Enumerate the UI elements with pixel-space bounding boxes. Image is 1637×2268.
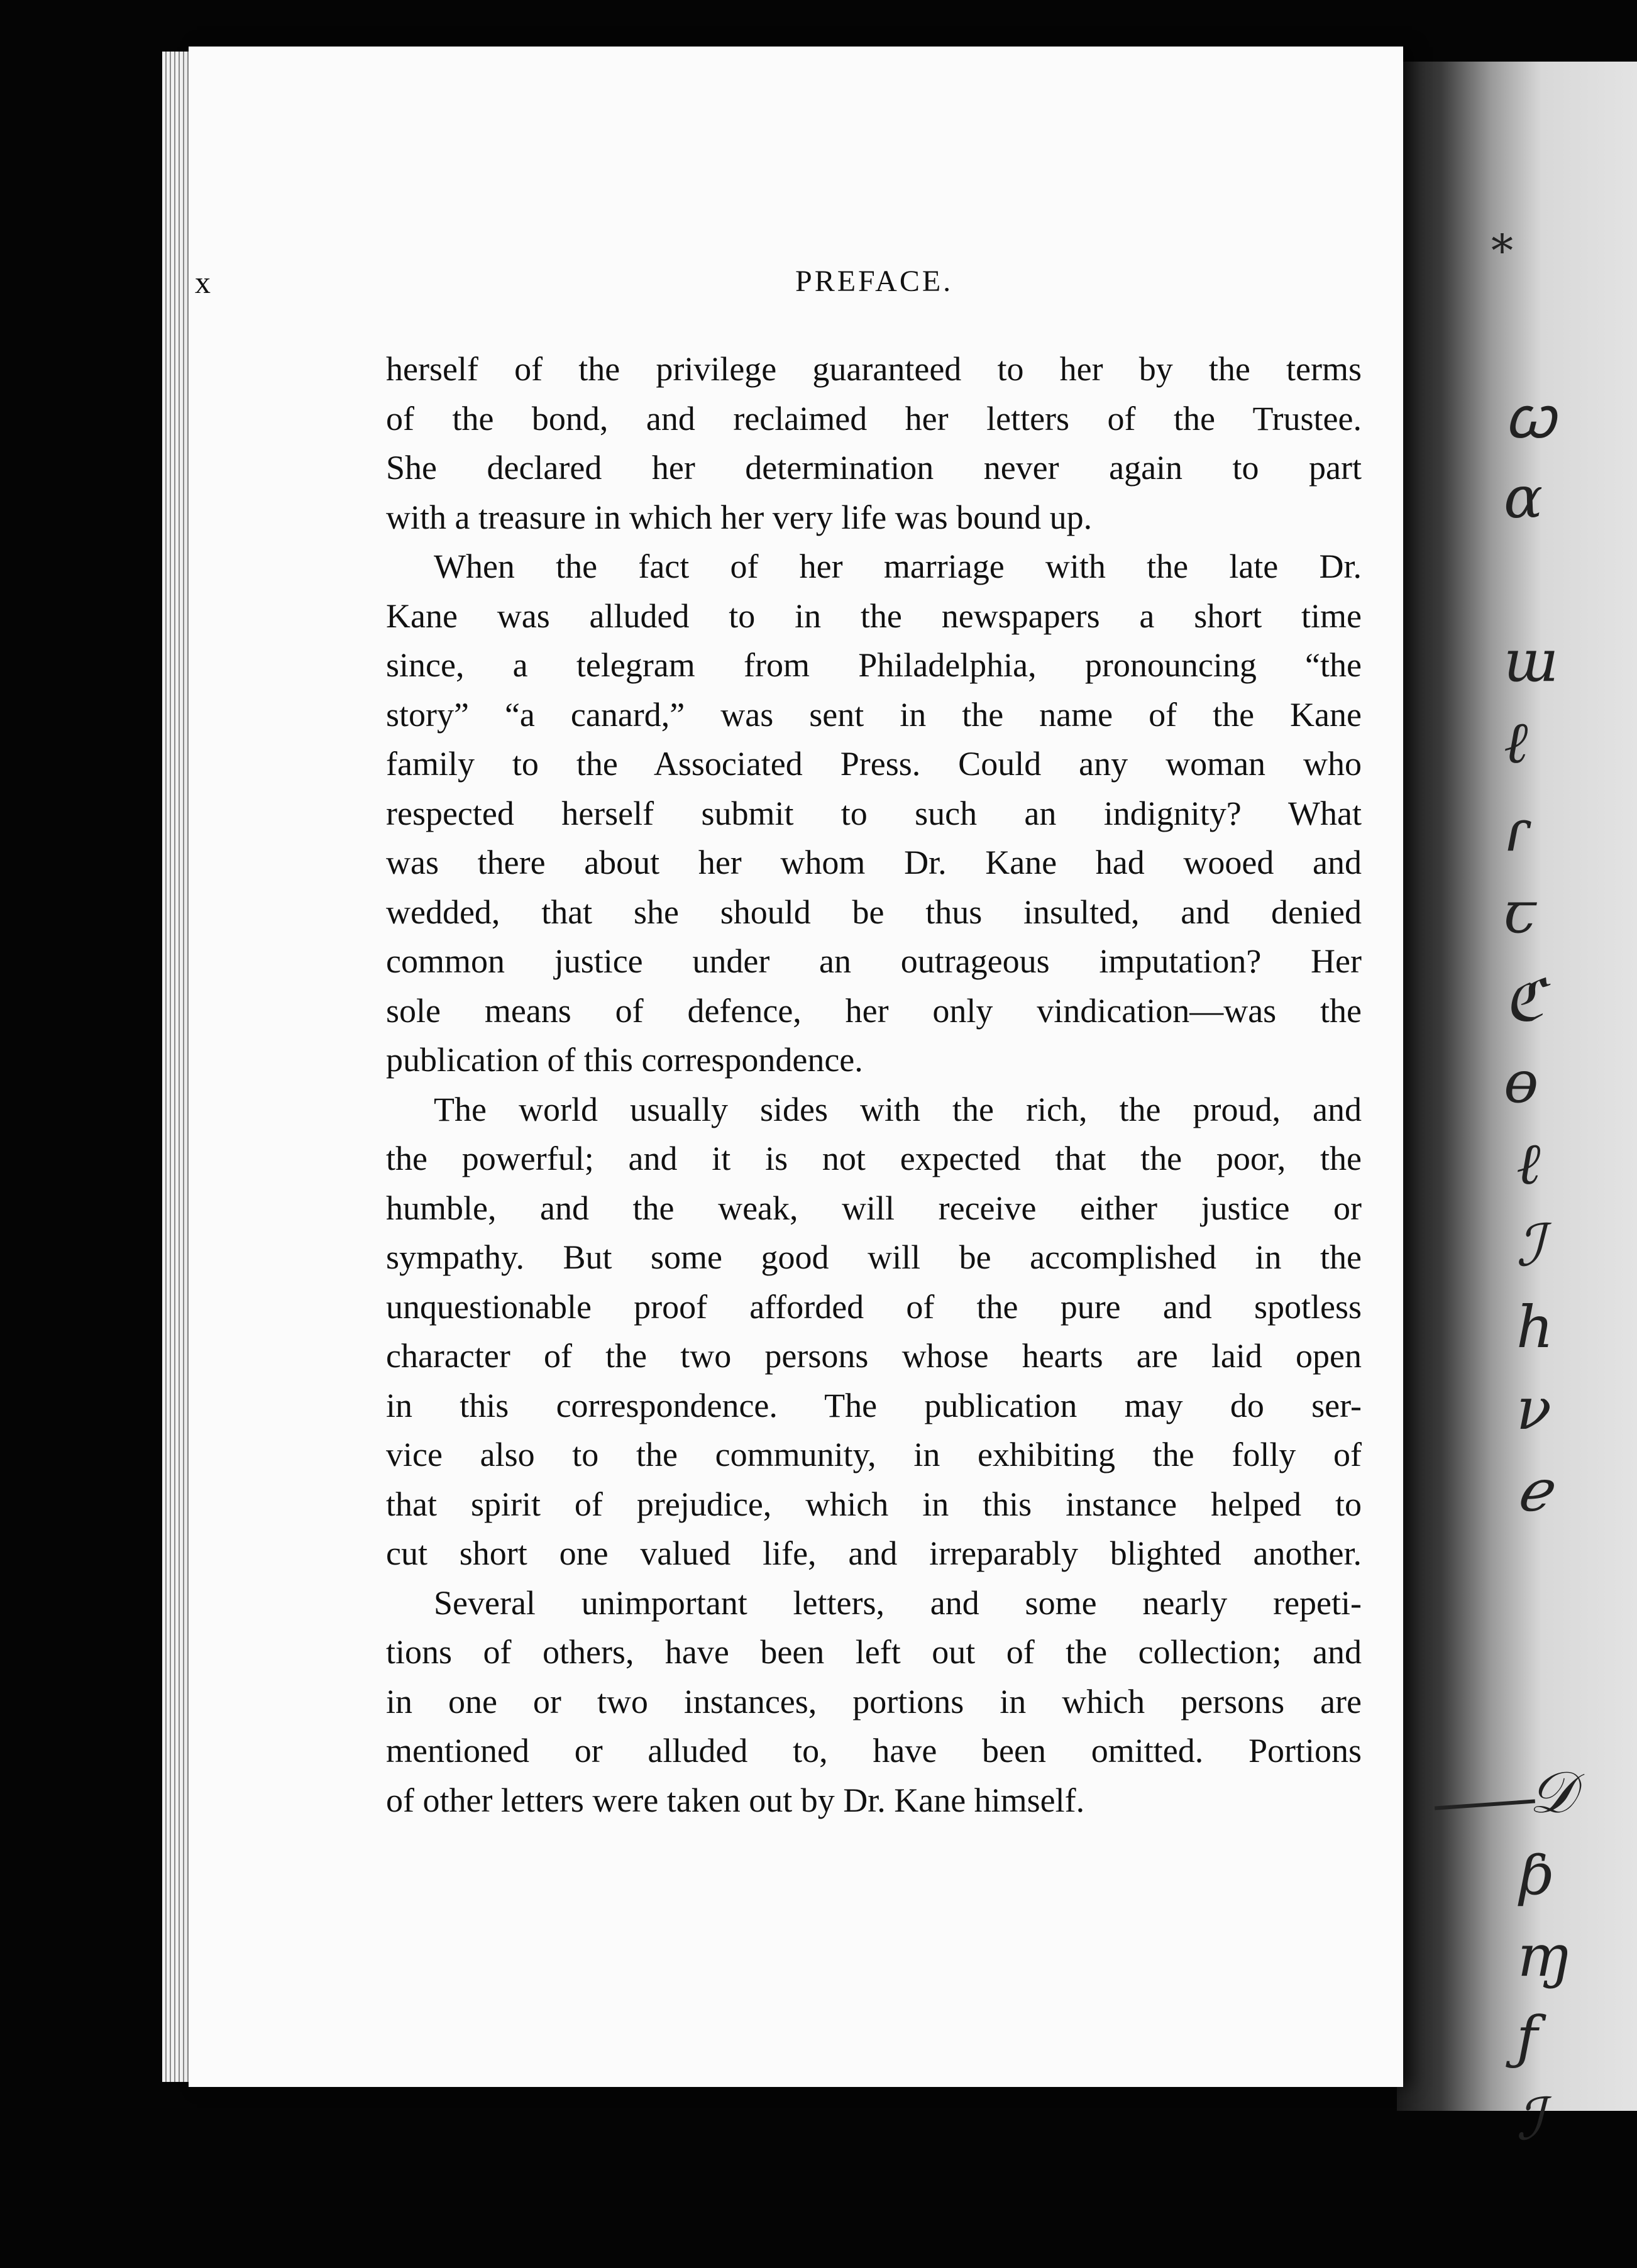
handwriting-mark: ꞇ bbox=[1504, 879, 1536, 946]
handwriting-mark: ƒ bbox=[1516, 2004, 1538, 2071]
handwriting-mark: ℎ bbox=[1516, 1294, 1554, 1361]
page-edge-stack bbox=[162, 52, 191, 2082]
handwriting-mark: ℭ bbox=[1504, 967, 1545, 1034]
handwriting-mark: ɵ bbox=[1504, 1049, 1539, 1116]
text-line: humble, and the weak, will receive either justice or bbox=[386, 1189, 1362, 1227]
preface-body-text bbox=[386, 344, 1362, 1825]
text-line: vice also to the community, in exhibiting the folly of bbox=[386, 1436, 1362, 1473]
handwriting-stroke bbox=[1435, 1799, 1535, 1810]
text-line: sympathy. But some good will be accomplished in the bbox=[386, 1238, 1362, 1276]
text-line: of the bond, and reclaimed her letters of the Trustee. bbox=[386, 399, 1362, 438]
handwriting-mark: ℐ bbox=[1516, 1212, 1544, 1279]
handwriting-mark: ℯ bbox=[1516, 1457, 1551, 1524]
text-line: in this correspondence. The publication may do ser- bbox=[386, 1386, 1362, 1424]
text-line: She declared her determination never again to part bbox=[386, 449, 1362, 487]
text-line: with a treasure in which her very life was bound up. bbox=[386, 498, 1093, 536]
running-head-title: PREFACE. bbox=[795, 265, 954, 298]
paragraph bbox=[386, 1578, 1362, 1825]
handwriting-mark: ꞷ bbox=[1504, 384, 1557, 451]
text-line: mentioned or alluded to, have been omitted. Portions bbox=[386, 1732, 1362, 1770]
text-line: tions of others, have been left out of the collection; and bbox=[386, 1633, 1362, 1671]
handwriting-mark: ƥ bbox=[1516, 1841, 1553, 1908]
handwriting-mark: ɾ bbox=[1504, 797, 1530, 864]
handwriting-mark: ɑ bbox=[1504, 464, 1543, 531]
handwriting-mark: ɯ bbox=[1504, 627, 1559, 695]
text-line: cut short one valued life, and irreparably blighted another. bbox=[386, 1534, 1362, 1572]
handwriting-mark: ℓ bbox=[1516, 1130, 1541, 1197]
text-line: was there about her whom Dr. Kane had wooed and bbox=[386, 844, 1362, 881]
handwriting-mark: ν bbox=[1516, 1375, 1552, 1443]
text-line: in one or two instances, portions in which persons are bbox=[386, 1682, 1362, 1720]
text-line: Kane was alluded to in the newspapers a short time bbox=[386, 597, 1362, 635]
facing-manuscript-page bbox=[1397, 62, 1637, 2153]
text-line: story” “a canard,” was sent in the name of the Kane bbox=[386, 695, 1362, 734]
text-line: that spirit of prejudice, which in this instance helped to bbox=[386, 1485, 1362, 1523]
text-line: of other letters were taken out by Dr. Kane himself. bbox=[386, 1781, 1085, 1819]
text-line: the powerful; and it is not expected that the poor, the bbox=[386, 1140, 1362, 1177]
handwriting-mark: 𝒟 bbox=[1529, 1759, 1575, 1826]
text-line: respected herself submit to such an indignity? What bbox=[386, 794, 1362, 832]
text-line: publication of this correspondence. bbox=[386, 1041, 863, 1079]
text-line: When the fact of her marriage with the late Dr. bbox=[434, 548, 1362, 585]
text-line: common justice under an outrageous imputation? Her bbox=[386, 942, 1362, 980]
text-line: wedded, that she should be thus insulted, and denied bbox=[386, 893, 1362, 931]
text-line: sole means of defence, her only vindication—was the bbox=[386, 991, 1362, 1030]
text-line: unquestionable proof afforded of the pure and spotless bbox=[386, 1287, 1362, 1326]
text-line: Several unimportant letters, and some nearly repeti- bbox=[434, 1583, 1362, 1622]
text-line: character of the two persons whose hearts are laid open bbox=[386, 1337, 1362, 1375]
handwriting-mark: ℓ bbox=[1504, 709, 1528, 776]
text-line: since, a telegram from Philadelphia, pronouncing “the bbox=[386, 646, 1362, 684]
handwriting-mark: ℐ bbox=[1516, 2086, 1544, 2153]
handwriting-mark: ɱ bbox=[1516, 1922, 1572, 1990]
text-line: The world usually sides with the rich, the proud, and bbox=[434, 1090, 1362, 1128]
paragraph bbox=[386, 344, 1362, 542]
page-number: x bbox=[195, 265, 211, 300]
handwriting-mark: * bbox=[1491, 225, 1513, 277]
paragraph bbox=[386, 542, 1362, 1085]
paragraph bbox=[386, 1085, 1362, 1578]
text-line: herself of the privilege guaranteed to her by the terms bbox=[386, 350, 1362, 388]
text-line: family to the Associated Press. Could any woman who bbox=[386, 745, 1362, 783]
